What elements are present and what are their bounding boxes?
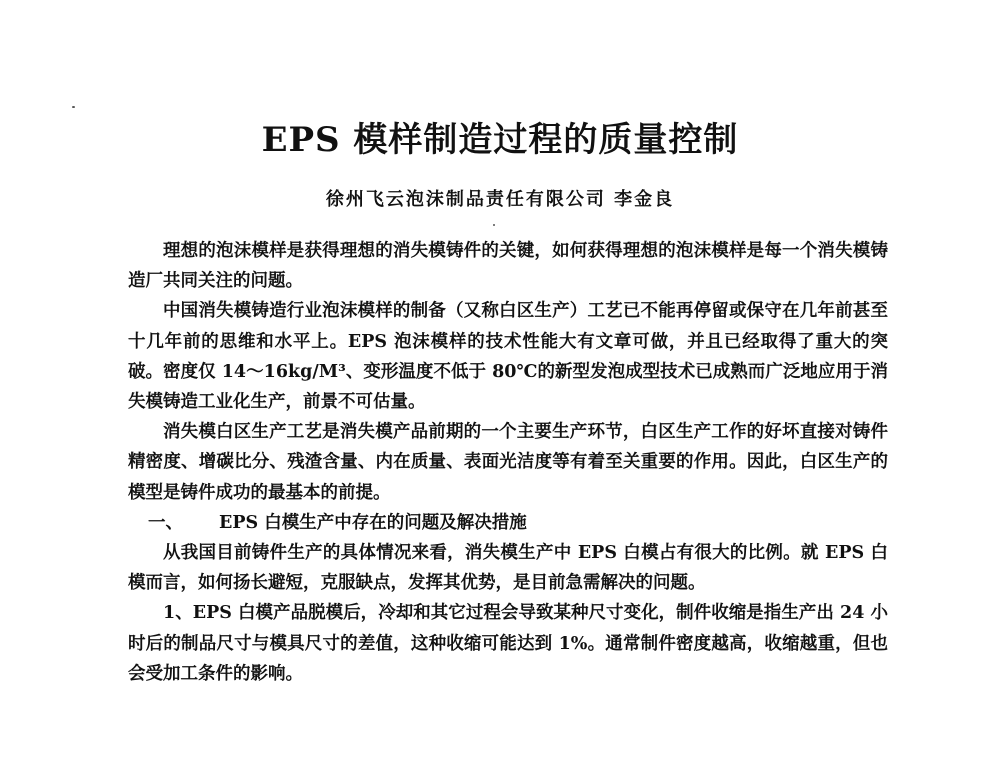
section-heading — [128, 508, 888, 538]
paragraph: 中国消失模铸造行业泡沫模样的制备（又称白区生产）工艺已不能再停留或保守在几年前甚至十几年前的思维和水平上。EPS 泡沫模样的技术性能大有文章可做，并且已经取得了重大的突破。密度仅 14～16kg/M³、变形温度不低于 80℃的新型发泡成型技术已成熟而广泛地应用于消失模铸造工业化生产，前景不可估量。 — [128, 301, 888, 413]
section-title: EPS 白模生产中存在的问题及解决措施 — [219, 512, 527, 533]
paragraph: 从我国目前铸件生产的具体情况来看，消失模生产中 EPS 白模占有很大的比例。就 EPS 白模而言，如何扬长避短，克服缺点，发挥其优势，是目前急需解决的问题。 — [128, 543, 888, 594]
article-body — [128, 236, 888, 689]
paragraph: 1、EPS 白模产品脱模后，冷却和其它过程会导致某种尺寸变化，制件收缩是指生产出 24 小时后的制品尺寸与模具尺寸的差值，这种收缩可能达到 1%。通常制件密度越高，收缩越重，但也会受加工条件的影响。 — [128, 603, 888, 684]
paragraph: 理想的泡沫模样是获得理想的消失模铸件的关键，如何获得理想的泡沫模样是每一个消失模铸造厂共同关注的问题。 — [128, 241, 888, 292]
author-byline: 徐州飞云泡沫制品责任有限公司 李金良 — [325, 189, 675, 210]
section-number: 一、 — [148, 512, 183, 533]
scan-speck — [72, 106, 75, 108]
scan-speck — [493, 224, 495, 226]
paragraph: 消失模白区生产工艺是消失模产品前期的一个主要生产环节，白区生产工作的好坏直接对铸件精密度、增碳比分、残渣含量、内在质量、表面光洁度等有着至关重要的作用。因此，白区生产的模型是铸件成功的最基本的前提。 — [128, 422, 888, 503]
document-title: EPS 模样制造过程的质量控制 — [261, 120, 739, 160]
